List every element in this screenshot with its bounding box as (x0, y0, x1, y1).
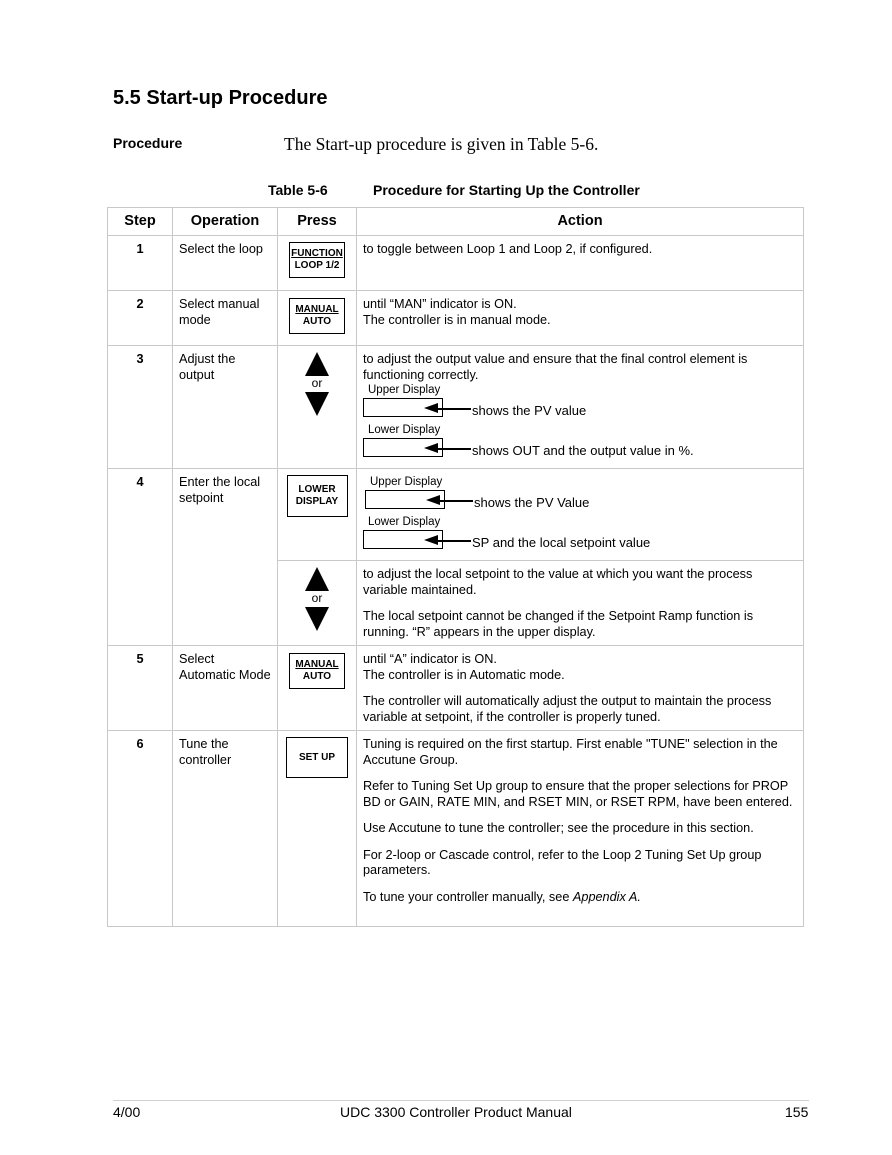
action-text: For 2-loop or Cascade control, refer to the Loop 2 Tuning Set Up group parameters. (363, 847, 762, 877)
key-label: LOWER (298, 484, 336, 495)
press-cell (278, 731, 357, 927)
step-number: 3 (108, 346, 173, 469)
down-arrow-icon (305, 607, 329, 631)
up-down-keys (297, 352, 337, 416)
display-description: shows the PV value (472, 403, 587, 418)
action-text: The controller is in Automatic mode. (363, 667, 565, 682)
action-text: To tune your controller manually, see (363, 889, 573, 904)
key-label: FUNCTION (291, 248, 343, 259)
lower-display-diagram (363, 515, 797, 555)
down-arrow-icon (305, 392, 329, 416)
up-down-keys (297, 567, 337, 631)
action-cell (357, 646, 804, 731)
footer-date: 4/00 (113, 1104, 141, 1120)
press-cell (278, 236, 357, 291)
action-cell (357, 346, 804, 469)
section-title: 5.5 Start-up Procedure (113, 87, 328, 109)
step-number: 5 (108, 646, 173, 731)
action-text: The controller will automatically adjust the output to maintain the process variable at setpoint, if the controller is properly tuned. (363, 694, 772, 724)
up-arrow-icon (305, 567, 329, 591)
lower-display-key (287, 475, 348, 517)
action-text: Tuning is required on the first startup. First enable "TUNE" selection in the Accutune Group. (363, 737, 778, 767)
operation-text: Adjust the output (173, 346, 278, 469)
operation-text: Select manual mode (173, 291, 278, 346)
action-paragraph (363, 890, 797, 906)
key-label: MANUAL (295, 659, 339, 670)
operation-text: Enter the local setpoint (173, 469, 278, 646)
table-row (108, 346, 804, 469)
footer-page-number: 155 (785, 1104, 809, 1120)
action-text: The local setpoint cannot be changed if the Setpoint Ramp function is running. “R” appears in the upper display. (363, 609, 754, 639)
procedure-text: The Start-up procedure is given in Table 5-6. (284, 134, 599, 154)
action-text: Use Accutune to tune the controller; see the procedure in this section. (363, 821, 754, 835)
header-operation: Operation (173, 208, 278, 236)
action-text: Refer to Tuning Set Up group to ensure that the proper selections for PROP BD or GAIN, RATE MIN, and RSET MIN, or RSET RPM, have been entered. (363, 779, 793, 809)
arrow-left-icon (424, 403, 438, 413)
footer-rule (113, 1100, 809, 1101)
action-cell (357, 561, 804, 646)
or-label: or (311, 376, 323, 390)
header-step: Step (108, 208, 173, 236)
function-loop-key (289, 242, 345, 278)
upper-display-diagram (365, 475, 797, 515)
footer-manual-title: UDC 3300 Controller Product Manual (340, 1104, 572, 1120)
step-number: 1 (108, 236, 173, 291)
key-label: SET UP (298, 751, 336, 763)
action-text: to toggle between Loop 1 and Loop 2, if configured. (363, 242, 653, 256)
press-cell (278, 646, 357, 731)
step-number: 4 (108, 469, 173, 646)
table-row (108, 646, 804, 731)
display-description: SP and the local setpoint value (472, 535, 651, 550)
or-label: or (311, 591, 323, 605)
upper-display-diagram (363, 383, 797, 423)
leader-line (439, 500, 473, 502)
display-description: shows the PV Value (474, 495, 590, 510)
header-press: Press (278, 208, 357, 236)
appendix-reference: Appendix A. (572, 889, 641, 904)
action-cell (357, 469, 804, 561)
header-action: Action (357, 208, 804, 236)
action-text: until “A” indicator is ON. (363, 652, 497, 666)
arrow-left-icon (424, 443, 438, 453)
action-cell (357, 291, 804, 346)
key-label: LOOP 1/2 (294, 260, 340, 271)
action-text: to adjust the output value and ensure that the final control element is functioning correctly. (363, 352, 748, 382)
table-row (108, 469, 804, 561)
procedure-table (107, 207, 804, 927)
table-number: Table 5-6 (268, 182, 328, 198)
leader-line (437, 540, 471, 542)
up-arrow-icon (305, 352, 329, 376)
press-cell (278, 346, 357, 469)
operation-text: Select the loop (173, 236, 278, 291)
action-cell (357, 731, 804, 927)
action-cell (357, 236, 804, 291)
manual-auto-key (289, 298, 345, 334)
key-label: MANUAL (295, 304, 339, 315)
table-row (108, 731, 804, 927)
action-text: to adjust the local setpoint to the value at which you want the process variable maintained. (363, 567, 753, 597)
action-text: The controller is in manual mode. (363, 312, 551, 327)
display-description: shows OUT and the output value in %. (472, 443, 694, 458)
table-row (108, 291, 804, 346)
display-caption: Lower Display (368, 516, 441, 528)
action-text: until “MAN” indicator is ON. (363, 297, 517, 311)
operation-text: Select Automatic Mode (173, 646, 278, 731)
press-cell (278, 561, 357, 646)
set-up-key (286, 737, 348, 778)
lower-display-diagram (363, 423, 797, 463)
manual-auto-key (289, 653, 345, 689)
table-row (108, 236, 804, 291)
table-title: Procedure for Starting Up the Controller (373, 182, 640, 198)
display-caption: Upper Display (368, 384, 441, 396)
key-label: AUTO (302, 671, 332, 682)
leader-line (437, 448, 471, 450)
key-label: AUTO (302, 316, 332, 327)
display-caption: Upper Display (370, 476, 443, 488)
press-cell (278, 291, 357, 346)
press-cell (278, 469, 357, 561)
step-number: 6 (108, 731, 173, 927)
table-header-row (108, 208, 804, 236)
leader-line (437, 408, 471, 410)
key-label: DISPLAY (295, 496, 339, 507)
step-number: 2 (108, 291, 173, 346)
procedure-label: Procedure (113, 135, 183, 151)
display-caption: Lower Display (368, 424, 441, 436)
arrow-left-icon (424, 535, 438, 545)
operation-text: Tune the controller (173, 731, 278, 927)
arrow-left-icon (426, 495, 440, 505)
